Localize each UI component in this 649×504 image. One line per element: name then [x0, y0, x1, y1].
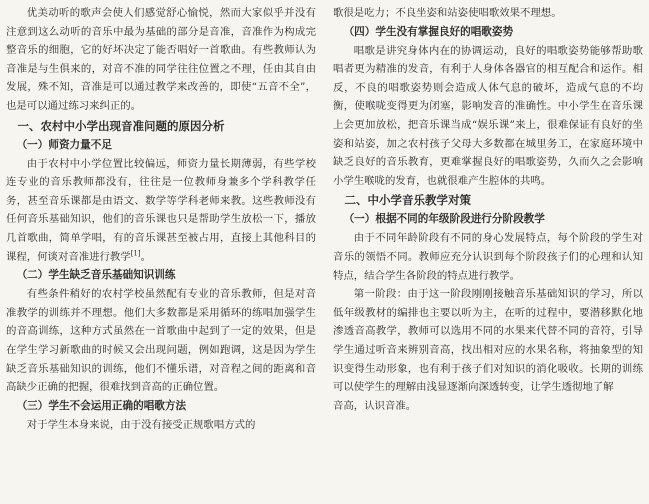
- stage-one-paragraph: 第一阶段：由于这一阶段刚刚接触音乐基础知识的学习，所以低年级教材的编排也主要以听为主，在听的过程中，要潜移默化地渗透音高教学，教师可以选用不同的水果来代替不同的音符，引导学生通过听音来辨别音高，找出相对应的水果名称，将抽象型的知识变得生动形象，也有利于孩子们对知识的消化吸收。长期的训练可以使学生的理解由浅显逐渐向深透转变，让学生透彻地了解: [333, 288, 643, 394]
- section-heading-1: 一、农村中小学出现音准问题的原因分析: [17, 118, 225, 133]
- stages-paragraph: 由于不同年龄阶段有不同的身心发展特点，每个阶段的学生对音乐的领悟不同。教师应充分认识到每个阶段孩子们的心理和认知特点，结合学生各阶段的特点进行教学。: [333, 232, 643, 282]
- method-paragraph-continued: 歌很是吃力；不良坐姿和站姿使唱歌效果不理想。: [333, 7, 562, 19]
- subsection-heading-posture: （四）学生没有掌握良好的唱歌姿势: [343, 25, 514, 38]
- citation-ref: [1]: [130, 249, 141, 258]
- posture-paragraph: 唱歌是讲究身体内在的协调运动，良好的唱歌姿势能够帮助歌唱者更为精准的发音，有利于人身体各器官的相互配合和运作。相反，不良的唱歌姿势则会造成人体气息的破坏，造成气息的不均衡，使喉咙变得更为闭塞，影响发音的准确性。中小学生在音乐课上会更加放松，把音乐课当成“娱乐课”来上，很难保证有良好的坐姿和站姿，加之农村孩子父母大多数都在城里务工，在家庭环境中缺乏良好的音乐教育，更难掌握良好的唱歌姿势，久而久之会影响小学生喉咙的发育，也就很难产生腔体的共鸣。: [333, 44, 643, 187]
- teachers-paragraph: [6, 155, 316, 267]
- subsection-heading-method: （三）学生不会运用正确的唱歌方法: [16, 399, 187, 412]
- stage-one-paragraph-end: 音高，认识音准。: [333, 399, 417, 412]
- subsection-heading-stages: （一）根据不同的年级阶段进行分阶段教学: [343, 213, 545, 226]
- method-paragraph: 对于学生本身来说，由于没有接受正规歌唱方式的: [26, 418, 256, 431]
- left-column: [6, 4, 316, 504]
- subsection-heading-training: （二）学生缺乏音乐基础知识训练: [16, 269, 176, 282]
- section-heading-2: 二、中小学音乐教学对策: [344, 193, 471, 208]
- teachers-text-end: 。: [140, 250, 151, 263]
- intro-paragraph: 优美动听的歌声会使人们感觉舒心愉悦，然而大家似乎并没有注意到这么动听的音乐中最为基础的部分是音准，音准作为构成完整音乐的细胞，它的好坏决定了能否唱好一首歌曲。有些教师认为音准是与生俱来的，对音不准的同学往往位置之不理，任由其自由发展，殊不知，音准是可以通过教学来改善的，即使“五音不全”，也是可以通过练习来纠正的。: [6, 7, 316, 112]
- right-column: [333, 4, 643, 504]
- subsection-heading-teachers: （一）师资力量不足: [16, 138, 112, 151]
- teachers-text: 由于农村中小学位置比较偏远，师资力量长期薄弱，有些学校连专业的音乐教师都没有，往往是一位教师身兼多个学科教学任务，甚至音乐课都是由语文、数学等学科老师来教。这些教师没有任何音乐基础知识，他们的音乐课也只是帮助学生放松一下，播放几首歌曲，简单学唱，有的音乐课甚至被占用，直接上其他科目的课程，何谈对音准进行教学: [6, 157, 316, 263]
- training-paragraph: 有些条件稍好的农村学校虽然配有专业的音乐教师，但是对音准教学的训练并不理想。他们大多数都是采用循环的练唱加强学生的音高训练，这种方式虽然在一首歌曲中起到了一定的效果，但是在学生学习新歌曲的时候又会出现问题，例如跑调，这是因为学生缺乏音乐基础知识的训练，他们不懂乐谱，对音程之间的距离和音高缺少正确的把握，很难找到音高的正确位置。: [6, 288, 316, 394]
